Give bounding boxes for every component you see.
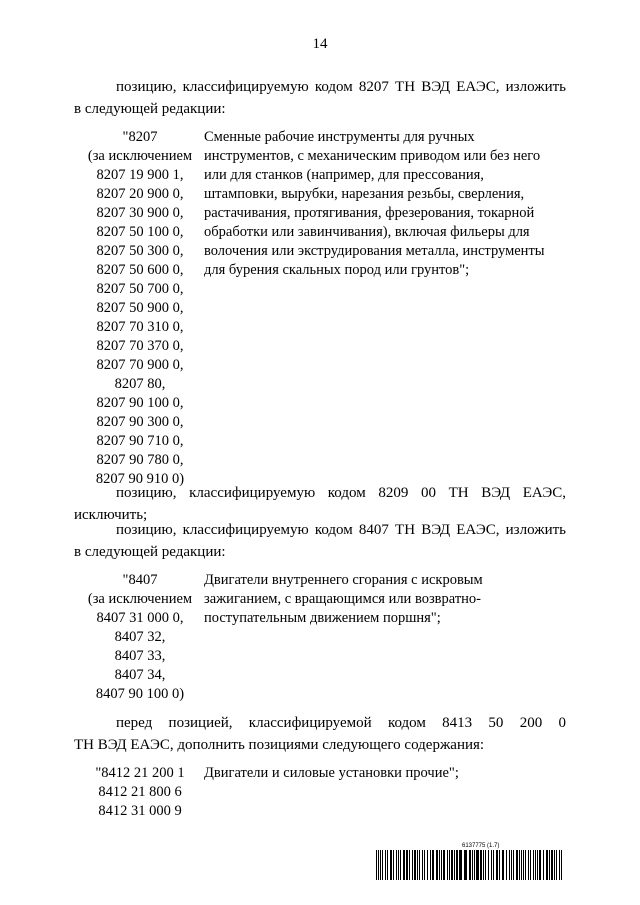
barcode-bar: [400, 850, 401, 880]
barcode-bar: [483, 850, 484, 880]
description-line: Двигатели и силовые установки прочие";: [204, 765, 459, 781]
barcode-bar: [449, 850, 450, 880]
description-line: обработки или завинчивания), включая фильеры для: [204, 224, 530, 240]
tariff-code: 8407 32,: [114, 629, 166, 645]
barcode-bar: [539, 850, 541, 880]
barcode-bar: [419, 850, 420, 880]
barcode-bar: [422, 850, 423, 880]
tariff-code: 8207 50 900 0,: [96, 300, 184, 316]
description-line: инструментов, с механическим приводом или без него: [204, 148, 541, 164]
barcode-bar: [390, 850, 392, 880]
tariff-code: (за исключением: [87, 591, 193, 607]
tariff-code: 8407 90 100 0): [95, 686, 185, 702]
page-number: 14: [312, 36, 328, 52]
paragraph-line: в следующей редакции:: [74, 544, 226, 560]
tariff-code: 8207 19 900 1,: [96, 167, 184, 183]
tariff-code: 8407 34,: [114, 667, 166, 683]
barcode-bar: [535, 850, 536, 880]
tariff-code: 8207 70 310 0,: [96, 319, 184, 335]
code-column: [74, 128, 206, 489]
tariff-code: 8207 30 900 0,: [96, 205, 184, 221]
barcode-bar: [382, 850, 383, 880]
tariff-code: "8407: [122, 572, 158, 588]
barcode-bar: [519, 850, 520, 880]
tariff-code: 8207 90 710 0,: [96, 433, 184, 449]
barcode-bar: [551, 850, 553, 880]
description-line: растачивания, протягивания, фрезерования, токарной: [204, 205, 535, 221]
tariff-code: "8412 21 200 1: [95, 765, 185, 781]
tariff-code: 8207 50 700 0,: [96, 281, 184, 297]
paragraph-line: исключить;: [74, 507, 148, 523]
tariff-code: 8207 70 900 0,: [96, 357, 184, 373]
code-column: [74, 571, 206, 704]
barcode-bar: [499, 850, 500, 880]
barcode-bar: [454, 850, 455, 880]
barcode-bar: [474, 850, 475, 880]
barcode-bar: [432, 850, 434, 880]
tariff-code: 8207 90 910 0): [95, 471, 185, 487]
description-line: Сменные рабочие инструменты для ручных: [204, 129, 475, 145]
barcode-bar: [533, 850, 534, 880]
barcode-bar: [436, 850, 438, 880]
barcode-bar: [427, 850, 428, 880]
barcode-bar: [451, 850, 453, 880]
tariff-code: 8207 50 100 0,: [96, 224, 184, 240]
paragraph-line: позицию, классифицируемую кодом 8209 00 ТН ВЭД ЕАЭС,: [116, 485, 566, 501]
description-line: штамповки, вырубки, нарезания резьбы, сверления,: [204, 186, 525, 202]
barcode-bar: [516, 850, 518, 880]
tariff-code: 8407 31 000 0,: [96, 610, 184, 626]
barcode-bar: [521, 850, 522, 880]
barcode-bar: [480, 850, 482, 880]
barcode-bar: [556, 850, 557, 880]
description-line: Двигатели внутреннего сгорания с искровым: [204, 572, 483, 588]
barcode-bar: [511, 850, 512, 880]
tariff-code: 8412 31 000 9: [98, 803, 182, 819]
tariff-entry-8407: [74, 571, 566, 711]
barcode-bar: [496, 850, 498, 880]
description-line: или для станков (например, для прессования,: [204, 167, 484, 183]
description-line: волочения или экструдирования металла, инструменты: [204, 243, 545, 259]
tariff-code: 8207 90 300 0,: [96, 414, 184, 430]
barcode-bar: [554, 850, 555, 880]
description-column: [204, 128, 566, 280]
tariff-code: "8207: [122, 129, 158, 145]
barcode-bar: [424, 850, 425, 880]
barcode-bar: [528, 850, 529, 880]
tariff-code: 8207 90 780 0,: [96, 452, 184, 468]
tariff-code: 8407 33,: [114, 648, 166, 664]
barcode-bar: [393, 850, 394, 880]
barcode-bar: [430, 850, 431, 880]
barcode-icon: [376, 850, 566, 880]
tariff-code: 8207 50 300 0,: [96, 243, 184, 259]
barcode-bar: [414, 850, 416, 880]
barcode-bar: [513, 850, 514, 880]
paragraph-8407-intro: [74, 519, 566, 563]
barcode-bar: [530, 850, 531, 880]
barcode-bar: [502, 850, 504, 880]
barcode-bar: [464, 850, 467, 880]
paragraph-line: ТН ВЭД ЕАЭС, дополнить позициями следующего содержания:: [74, 737, 485, 753]
barcode-bar: [443, 850, 445, 880]
barcode-bar: [396, 850, 397, 880]
barcode-bar: [546, 850, 548, 880]
barcode-bar: [525, 850, 526, 880]
barcode-bar: [488, 850, 489, 880]
barcode-bar: [403, 850, 405, 880]
barcode-bar: [523, 850, 524, 880]
barcode-bar: [549, 850, 550, 880]
tariff-entry-8207: [74, 128, 566, 487]
tariff-code: (за исключением: [87, 148, 193, 164]
barcode-bar: [456, 850, 458, 880]
tariff-code: 8207 70 370 0,: [96, 338, 184, 354]
barcode-bar: [506, 850, 507, 880]
description-line: зажиганием, с вращающимся или возвратно-: [204, 591, 482, 607]
paragraph-8207-intro: [74, 76, 566, 120]
barcode-bar: [409, 850, 410, 880]
paragraph-line: перед позицией, классифицируемой кодом 8413 50 200 0: [116, 715, 566, 731]
barcode-bar: [491, 850, 492, 880]
barcode-bar: [441, 850, 442, 880]
tariff-code: 8207 50 600 0,: [96, 262, 184, 278]
barcode-bar: [485, 850, 486, 880]
barcode-bar: [385, 850, 386, 880]
paragraph-line: в следующей редакции:: [74, 101, 226, 117]
barcode-bar: [398, 850, 399, 880]
barcode-bar: [447, 850, 448, 880]
barcode-bar: [493, 850, 494, 880]
barcode-bar: [543, 850, 544, 880]
description-line: для бурения скальных пород или грунтов";: [204, 262, 470, 278]
barcode-bar: [412, 850, 413, 880]
paragraph-line: позицию, классифицируемую кодом 8407 ТН ВЭД ЕАЭС, изложить: [116, 522, 566, 538]
description-column: [204, 764, 566, 783]
description-column: [204, 571, 566, 628]
barcode-bar: [472, 850, 473, 880]
description-line: поступательным движением поршня";: [204, 610, 441, 626]
paragraph-8413-insert: [74, 712, 566, 756]
barcode-bar: [417, 850, 418, 880]
barcode-bar: [376, 850, 377, 880]
barcode-bar: [439, 850, 440, 880]
paragraph-line: позицию, классифицируемую кодом 8207 ТН ВЭД ЕАЭС, изложить: [116, 79, 566, 95]
barcode-bar: [537, 850, 538, 880]
tariff-entry-8412: [74, 764, 566, 824]
tariff-code: 8207 20 900 0,: [96, 186, 184, 202]
tariff-code: 8207 90 100 0,: [96, 395, 184, 411]
barcode-bar: [387, 850, 388, 880]
tariff-code: 8412 21 800 6: [98, 784, 182, 800]
barcode-bar: [459, 850, 462, 880]
code-column: [74, 764, 206, 821]
barcode-bar: [406, 850, 408, 880]
barcode-bar: [561, 850, 562, 880]
barcode-bar: [509, 850, 510, 880]
barcode-bar: [380, 850, 381, 880]
barcode-bar: [378, 850, 379, 880]
barcode-bar: [476, 850, 479, 880]
tariff-code: 8207 80,: [114, 376, 166, 392]
barcode-bar: [559, 850, 560, 880]
barcode-bar: [469, 850, 471, 880]
document-code: 6137775 (1.7): [462, 843, 500, 849]
